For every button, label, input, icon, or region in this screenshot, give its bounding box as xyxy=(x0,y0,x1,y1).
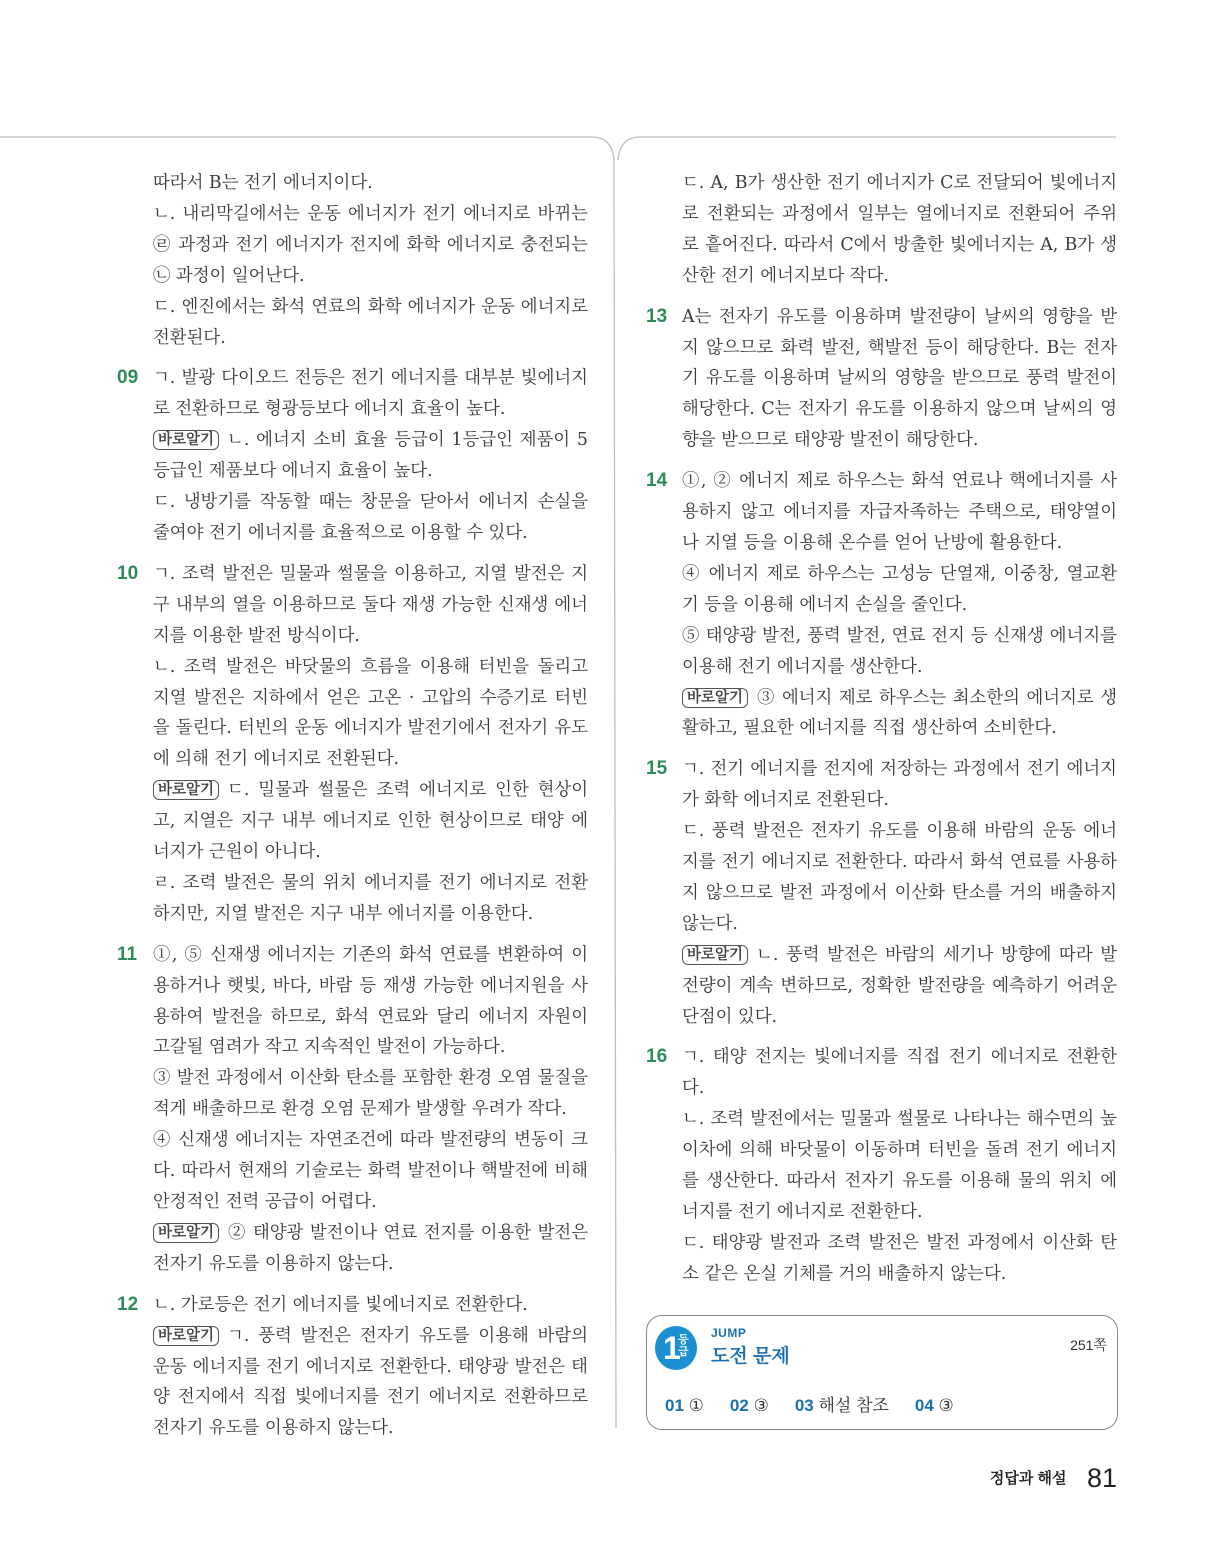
answer-item xyxy=(646,754,1117,1032)
explanation-paragraph xyxy=(153,868,588,930)
explanation-text: ㄴ. 조력 발전은 바닷물의 흐름을 이용해 터빈을 돌리고 지열 발전은 지하에서 얻은 고온 · 고압의 수증기로 터빈을 돌린다. 터빈의 운동 에너지가 발전기에서 전자기 유도에 의해 전기 에너지로 전환된다. xyxy=(153,656,588,770)
explanation-text: ④ 신재생 에너지는 자연조건에 따라 발전량의 변동이 크다. 따라서 현재의 기술로는 화력 발전이나 핵발전에 비해 안정적인 전력 공급이 어렵다. xyxy=(153,1130,588,1212)
explanation-text: ①, ⑤ 신재생 에너지는 기존의 화석 연료를 변환하여 이용하거나 햇빛, 바다, 바람 등 재생 가능한 에너지원을 사용하여 발전을 하므로, 화석 연료와 달리 에너지 자원이 고갈될 염려가 작고 지속적인 발전이 가능하다. xyxy=(153,944,588,1058)
explanation-paragraph xyxy=(153,425,588,487)
explanation-paragraph xyxy=(153,168,588,199)
answer-entry xyxy=(730,1396,769,1415)
explanation-paragraph xyxy=(153,199,588,292)
explanation-text: ③ 에너지 제로 하우스는 최소한의 에너지로 생활하고, 필요한 에너지를 직접 생산하여 소비한다. xyxy=(682,687,1117,739)
correction-tag: 바로알기 xyxy=(153,780,219,800)
question-number: 09 xyxy=(117,367,139,389)
item-spacer xyxy=(153,353,588,363)
question-number: 11 xyxy=(117,943,138,965)
left-answer-column xyxy=(117,168,588,1444)
jump-title: 도전 문제 xyxy=(711,1346,790,1367)
item-spacer xyxy=(682,744,1117,754)
explanation-paragraph xyxy=(153,652,588,776)
item-spacer xyxy=(153,930,588,940)
explanation-paragraph xyxy=(682,1104,1117,1228)
correction-tag: 바로알기 xyxy=(153,430,219,450)
explanation-text: ㄷ. 밀물과 썰물은 조력 에너지로 인한 현상이고, 지열은 지구 내부 에너지로 인한 현상이므로 태양 에너지가 근원이 아니다. xyxy=(153,780,588,863)
item-spacer xyxy=(153,549,588,559)
explanation-text: ㄷ. 엔진에서는 화석 연료의 화학 에너지가 운동 에너지로 전환된다. xyxy=(153,296,588,348)
explanation-text: ③ 발전 과정에서 이산화 탄소를 포함한 환경 오염 물질을 적게 배출하므로 환경 오염 문제가 발생할 우려가 작다. xyxy=(153,1068,588,1120)
answer-item xyxy=(153,168,588,353)
explanation-paragraph xyxy=(153,292,588,354)
question-number: 13 xyxy=(646,305,668,327)
question-number: 14 xyxy=(646,470,668,492)
item-spacer xyxy=(682,456,1117,466)
footer-title: 정답과 해설 xyxy=(989,1470,1067,1487)
explanation-paragraph xyxy=(682,302,1117,457)
explanation-paragraph xyxy=(682,683,1117,745)
jump-challenge-box xyxy=(646,1315,1118,1430)
explanation-paragraph xyxy=(682,168,1117,292)
explanation-text: ㄷ. 풍력 발전은 전자기 유도를 이용해 바람의 운동 에너지를 전기 에너지로 전환한다. 따라서 화석 연료를 사용하지 않으므로 발전 과정에서 이산화 탄소를 거의 배출하지 않는다. xyxy=(682,821,1117,934)
answer-value: ③ xyxy=(753,1396,769,1415)
explanation-paragraph xyxy=(153,363,588,425)
explanation-paragraph xyxy=(682,1042,1117,1104)
explanation-text: ㄷ. 냉방기를 작동할 때는 창문을 닫아서 에너지 손실을 줄여야 전기 에너지를 효율적으로 이용할 수 있다. xyxy=(153,492,588,543)
answer-item xyxy=(117,1290,588,1445)
answer-list xyxy=(665,1391,980,1416)
answer-item xyxy=(117,940,588,1280)
explanation-paragraph xyxy=(153,775,588,868)
explanation-text: ㄷ. 태양광 발전과 조력 발전은 발전 과정에서 이산화 탄소 같은 온실 기체를 거의 배출하지 않는다. xyxy=(682,1232,1117,1284)
explanation-text: ㄴ. 가로등은 전기 에너지를 빛에너지로 전환한다. xyxy=(153,1294,528,1315)
explanation-text: ㄱ. 발광 다이오드 전등은 전기 에너지를 대부분 빛에너지로 전환하므로 형광등보다 에너지 효율이 높다. xyxy=(153,368,588,420)
explanation-text: ④ 에너지 제로 하우스는 고성능 단열재, 이중창, 열교환기 등을 이용해 에너지 손실을 줄인다. xyxy=(682,563,1117,615)
answer-number: 04 xyxy=(914,1396,934,1415)
badge-grade: 등급 xyxy=(678,1334,689,1358)
explanation-text: ㄴ. 내리막길에서는 운동 에너지가 전기 에너지로 바뀌는 ㉣ 과정과 전기 에너지가 전지에 화학 에너지로 충전되는 ㉡ 과정이 일어난다. xyxy=(153,203,588,286)
explanation-paragraph xyxy=(682,466,1117,559)
explanation-text: ㄱ. 전기 에너지를 전지에 저장하는 과정에서 전기 에너지가 화학 에너지로 전환된다. xyxy=(682,759,1117,811)
explanation-text: ㄱ. 조력 발전은 밀물과 썰물을 이용하고, 지열 발전은 지구 내부의 열을 이용하므로 둘다 재생 가능한 신재생 에너지를 이용한 발전 방식이다. xyxy=(153,563,588,646)
explanation-paragraph xyxy=(682,559,1117,621)
question-number: 16 xyxy=(646,1046,668,1068)
explanation-text: 따라서 B는 전기 에너지이다. xyxy=(153,173,373,193)
answer-item xyxy=(646,1042,1117,1289)
explanation-text: A는 전자기 유도를 이용하며 발전량이 날씨의 영향을 받지 않으므로 화력 발전, 핵발전 등이 해당한다. B는 전자기 유도를 이용하며 날씨의 영향을 받으므로 풍력 발전이 해당한다. C는 전자기 유도를 이용하지 않으며 날씨의 영향을 받으므로 태양광 발전이 해당한다. xyxy=(682,306,1117,451)
answer-value: 해설 참조 xyxy=(818,1396,889,1415)
explanation-paragraph xyxy=(153,1125,588,1218)
jump-label: JUMP xyxy=(711,1326,747,1340)
question-number: 12 xyxy=(117,1293,139,1315)
explanation-paragraph xyxy=(153,559,588,652)
page-reference: 251쪽 xyxy=(1070,1337,1107,1353)
answer-item xyxy=(646,466,1117,744)
item-spacer xyxy=(153,1280,588,1290)
explanation-paragraph xyxy=(153,1321,588,1445)
correction-tag: 바로알기 xyxy=(153,1326,219,1346)
explanation-paragraph xyxy=(153,1063,588,1125)
question-number: 10 xyxy=(117,562,139,584)
correction-tag: 바로알기 xyxy=(153,1223,219,1243)
answer-item xyxy=(117,363,588,548)
page-footer xyxy=(990,1463,1117,1494)
explanation-text: ㄴ. 에너지 소비 효율 등급이 1등급인 제품이 5등급인 제품보다 에너지 효율이 높다. xyxy=(153,430,588,482)
answer-item xyxy=(117,559,588,930)
answer-item xyxy=(646,302,1117,457)
explanation-text: ⑤ 태양광 발전, 풍력 발전, 연료 전지 등 신재생 에너지를 이용해 전기 에너지를 생산한다. xyxy=(682,625,1117,677)
answer-number: 03 xyxy=(794,1396,814,1415)
answer-number: 02 xyxy=(729,1396,749,1415)
answer-item xyxy=(682,168,1117,292)
explanation-text: ㄴ. 풍력 발전은 바람의 세기나 방향에 따라 발전량이 계속 변하므로, 정확한 발전량을 예측하기 어려운 단점이 있다. xyxy=(682,944,1117,1027)
explanation-paragraph xyxy=(682,816,1117,940)
answer-value: ③ xyxy=(938,1396,954,1415)
answer-value: ① xyxy=(688,1396,704,1415)
explanation-paragraph xyxy=(153,1290,588,1321)
explanation-text: ㄴ. 조력 발전에서는 밀물과 썰물로 나타나는 해수면의 높이차에 의해 바닷물이 이동하며 터빈을 돌려 전기 에너지를 생산한다. 따라서 전자기 유도를 이용해 물의 위치 에너지를 전기 에너지로 전환한다. xyxy=(682,1109,1117,1222)
explanation-text: ㄹ. 조력 발전은 물의 위치 에너지를 전기 에너지로 전환하지만, 지열 발전은 지구 내부 에너지를 이용한다. xyxy=(153,872,588,924)
explanation-text: ② 태양광 발전이나 연료 전지를 이용한 발전은 전자기 유도를 이용하지 않는다. xyxy=(153,1222,588,1274)
correction-tag: 바로알기 xyxy=(682,688,748,708)
explanation-paragraph xyxy=(153,487,588,549)
answer-entry xyxy=(665,1396,704,1415)
explanation-text: ①, ② 에너지 제로 하우스는 화석 연료나 핵에너지를 사용하지 않고 에너지를 자급자족하는 주택으로, 태양열이나 지열 등을 이용해 온수를 얻어 난방에 활용한다. xyxy=(682,471,1117,553)
page-number: 81 xyxy=(1086,1463,1117,1493)
question-number: 15 xyxy=(646,758,668,780)
badge-number: 1 xyxy=(663,1330,681,1366)
explanation-text: ㄱ. 풍력 발전은 전자기 유도를 이용해 바람의 운동 에너지를 전기 에너지로 전환한다. 태양광 발전은 태양 전지에서 직접 빛에너지를 전기 에너지로 전환하므로 전자기 유도를 이용하지 않는다. xyxy=(153,1325,588,1439)
explanation-paragraph xyxy=(682,1228,1117,1290)
explanation-text: ㄱ. 태양 전지는 빛에너지를 직접 전기 에너지로 전환한다. xyxy=(682,1047,1117,1099)
item-spacer xyxy=(682,1032,1117,1042)
answer-number: 01 xyxy=(665,1396,684,1415)
explanation-text: ㄷ. A, B가 생산한 전기 에너지가 C로 전달되어 빛에너지로 전환되는 과정에서 일부는 열에너지로 전환되어 주위로 흩어진다. 따라서 C에서 방출한 빛에너지는 A, B가 생산한 전기 에너지보다 작다. xyxy=(682,173,1117,286)
answer-entry xyxy=(795,1396,889,1415)
grade-badge-icon xyxy=(651,1322,697,1374)
answer-entry xyxy=(915,1396,954,1415)
explanation-paragraph xyxy=(682,940,1117,1033)
explanation-paragraph xyxy=(153,1218,588,1280)
item-spacer xyxy=(682,292,1117,302)
explanation-paragraph xyxy=(153,940,588,1064)
right-answer-column xyxy=(646,168,1117,1290)
correction-tag: 바로알기 xyxy=(682,945,748,965)
explanation-paragraph xyxy=(682,621,1117,683)
explanation-paragraph xyxy=(682,754,1117,816)
